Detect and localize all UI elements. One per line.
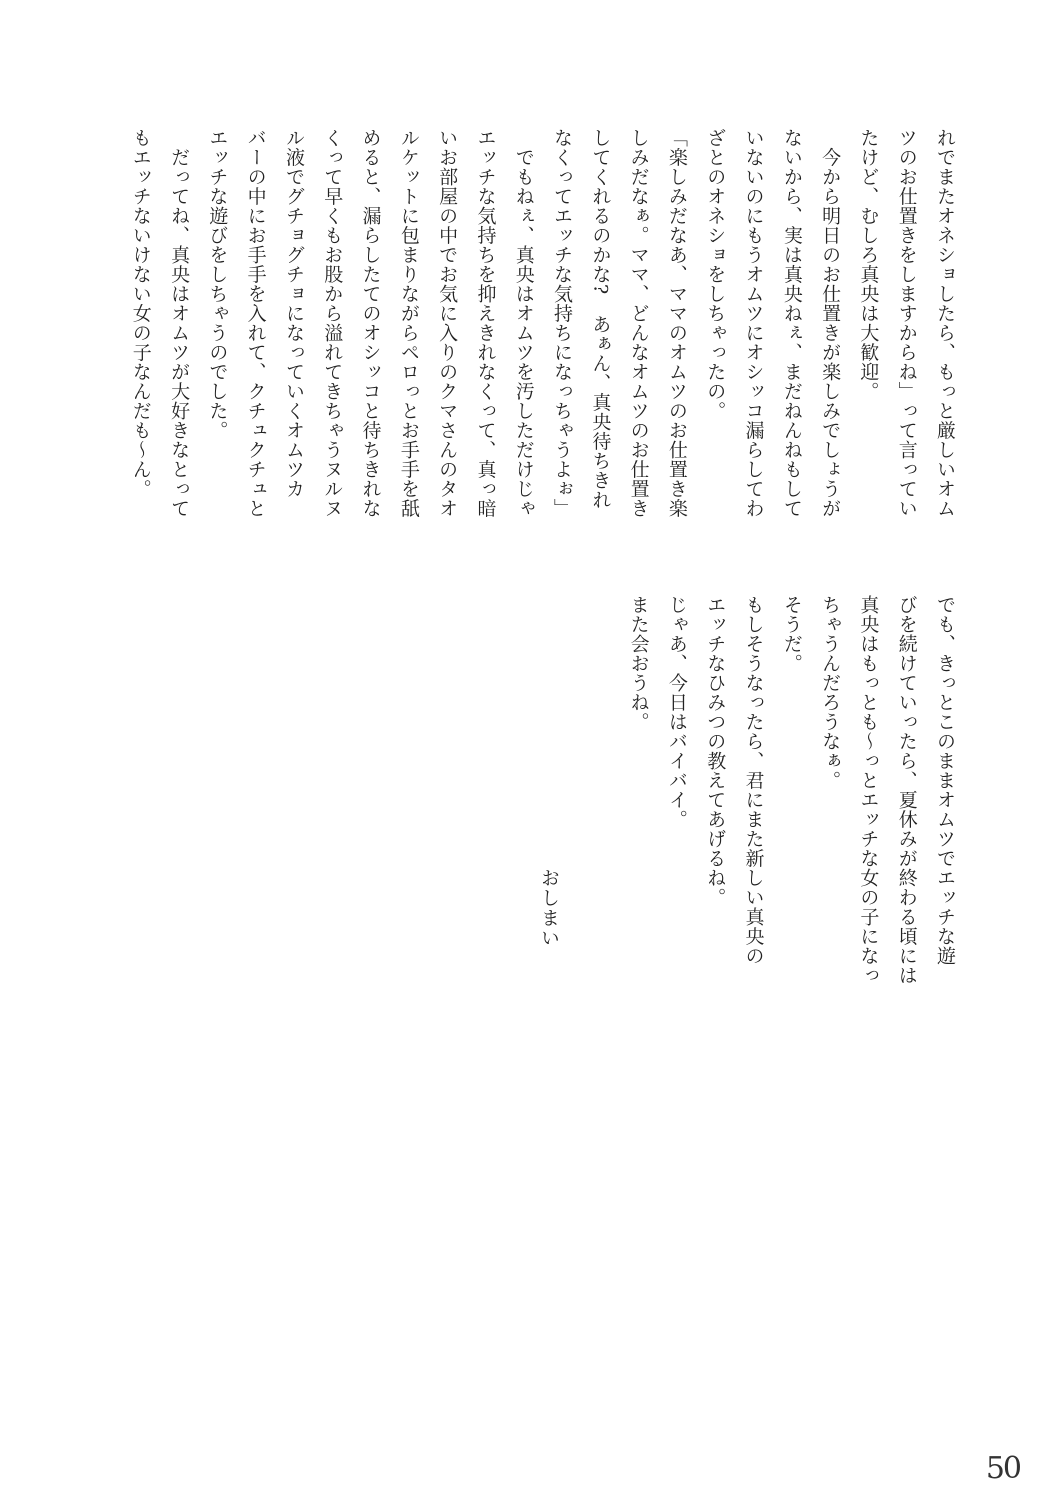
text-line: でもねぇ、真央はオムツを汚しただけじゃ <box>512 128 535 518</box>
text-line: だってね、真央はオムツが大好きなとって <box>168 128 191 518</box>
text-line: エッチな気持ちを抑えきれなくって、真っ暗 <box>474 128 497 518</box>
text-line: 「楽しみだなあ、ママのオムツのお仕置き楽 <box>665 128 688 518</box>
text-line: エッチなひみつの教えてあげるね。 <box>704 595 727 907</box>
text-line: びを続けていったら、夏休みが終わる頃には <box>895 595 918 985</box>
text-line: ツのお仕置きをしますからね」って言ってい <box>895 128 918 518</box>
text-line: バーの中にお手手を入れて、クチュクチュと <box>244 128 267 518</box>
text-line: そうだ。 <box>780 595 803 673</box>
text-line: もしそうなったら、君にまた新しい真央の <box>742 595 765 966</box>
text-line: 真央はもっとも～っとエッチな女の子になっ <box>857 595 880 985</box>
text-line: エッチな遊びをしちゃうのでした。 <box>206 128 229 440</box>
text-line: しみだなぁ。ママ、どんなオムツのお仕置き <box>627 128 650 518</box>
text-line: ルケットに包まりながらペロっとお手手を舐 <box>397 128 420 518</box>
page-number: 50 <box>985 1451 1020 1486</box>
text-line: ざとのオネショをしちゃったの。 <box>704 128 727 421</box>
text-line: また会おうね。 <box>627 595 650 732</box>
upper-text-block <box>121 128 964 518</box>
text-line: ないから、実は真央ねぇ、まだねんねもして <box>780 128 803 518</box>
text-line: 今から明日のお仕置きが楽しみでしょうが <box>819 128 842 518</box>
text-line: めると、漏らしたてのオシッコと待ちきれな <box>359 128 382 518</box>
lower-text-block <box>619 595 964 985</box>
text-line: してくれるのかな? あぁん、真央待ちきれ <box>589 128 612 510</box>
text-line: もエッチないけない女の子なんだも～ん。 <box>129 128 152 499</box>
text-line: なくってエッチな気持ちになっちゃうよぉ」 <box>551 128 574 518</box>
text-line: ちゃうんだろうなぁ。 <box>819 595 842 790</box>
text-line: ル液でグチョグチョになっていくオムツカ <box>282 128 305 499</box>
text-line: くって早くもお股から溢れてきちゃうヌルヌ <box>321 128 344 518</box>
text-line: いお部屋の中でお気に入りのクマさんのタオ <box>436 128 459 518</box>
text-line: でも、きっとこのままオムツでエッチな遊 <box>934 595 956 966</box>
ending-text: おしまい <box>538 868 560 948</box>
text-line: れでまたオネショしたら、もっと厳しいオム <box>934 128 956 518</box>
text-line: じゃあ、今日はバイバイ。 <box>665 595 688 829</box>
text-line: いないのにもうオムツにオシッコ漏らしてわ <box>742 128 765 518</box>
text-line: たけど、むしろ真央は大歓迎。 <box>857 128 880 401</box>
